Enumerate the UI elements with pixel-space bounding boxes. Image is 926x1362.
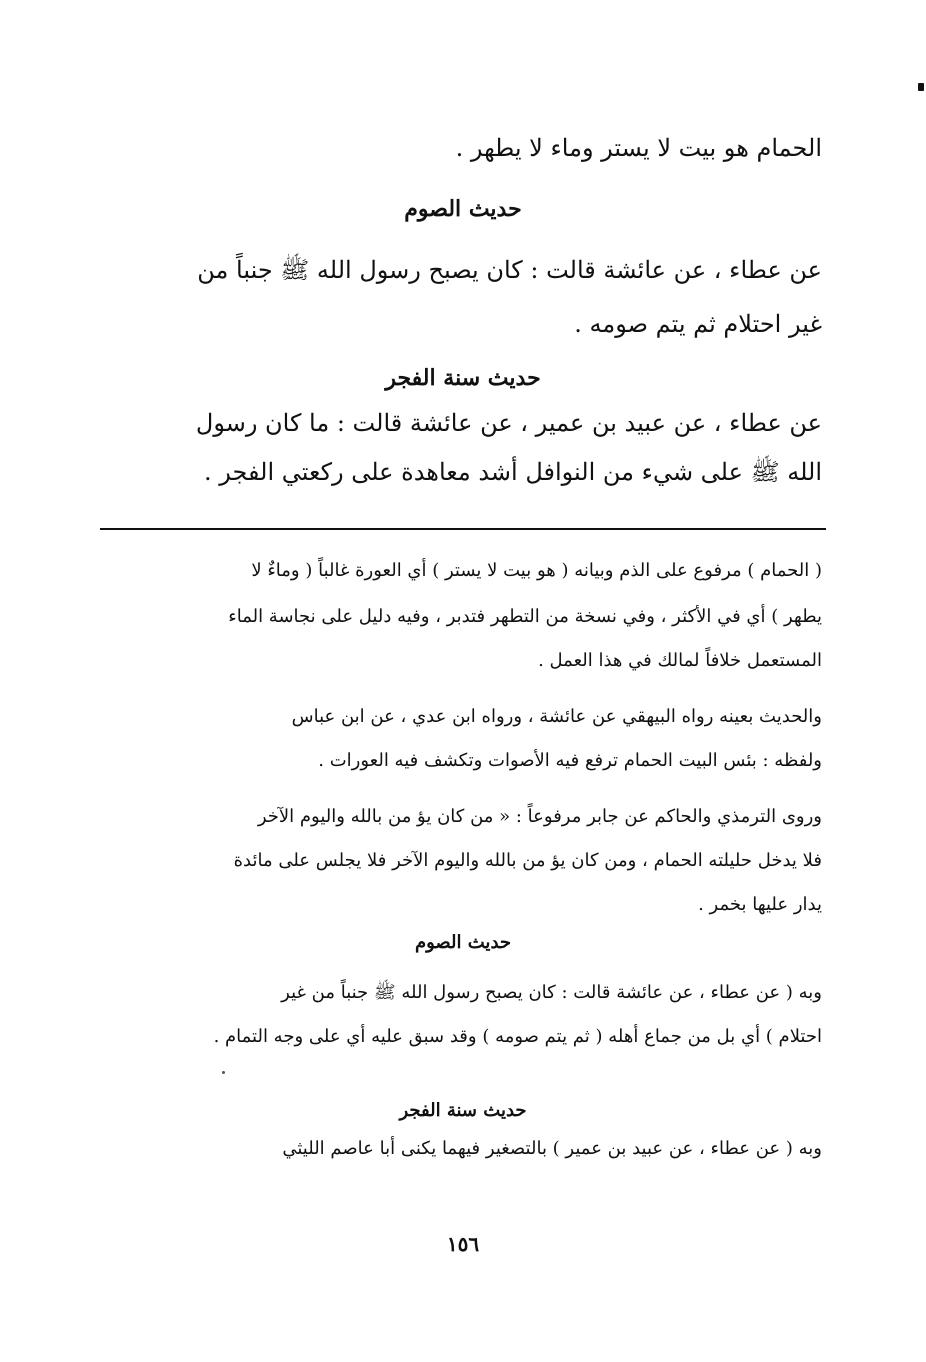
commentary-2-line-2: ولفظه : بئس البيت الحمام ترفع فيه الأصوات وتكشف فيه العورات . — [318, 750, 822, 771]
footnote-separator — [100, 528, 826, 530]
main-para-2-line-2: الله ﷺ على شيء من النوافل أشد معاهدة على ركعتي الفجر . — [204, 458, 822, 486]
commentary-3-line-3: يدار عليها بخمر . — [698, 894, 822, 915]
print-speck — [222, 1071, 225, 1074]
main-text-line-1: الحمام هو بيت لا يستر وماء لا يطهر . — [455, 134, 822, 162]
commentary-1-line-1: ( الحمام ) مرفوع على الذم وبيانه ( هو بيت لا يستر ) أي العورة غالباً ( وماءٌ لا — [251, 560, 822, 581]
commentary-heading-fasting: حديث الصوم — [414, 932, 512, 953]
commentary-3-line-2: فلا يدخل حليلته الحمام ، ومن كان يؤ من بالله واليوم الآخر فلا يجلس على مائدة — [233, 850, 822, 871]
commentary-5-line-1: وبه ( عن عطاء ، عن عبيد بن عمير ) بالتصغير فيهما يكنى أبا عاصم الليثي — [282, 1138, 822, 1159]
heading-fasting-hadith: حديث الصوم — [404, 196, 522, 222]
commentary-4-line-2: احتلام ) أي بل من جماع أهله ( ثم يتم صومه ) وقد سبق عليه أي على وجه التمام . — [213, 1026, 822, 1047]
commentary-1-line-3: المستعمل خلافاً لمالك في هذا العمل . — [538, 650, 822, 671]
commentary-heading-fajr: حديث سنة الفجر — [399, 1100, 527, 1121]
main-para-1-line-1: عن عطاء ، عن عائشة قالت : كان يصبح رسول الله ﷺ جنباً من — [197, 256, 822, 284]
commentary-4-line-1: وبه ( عن عطاء ، عن عائشة قالت : كان يصبح رسول الله ﷺ جنباً من غير — [281, 982, 822, 1003]
commentary-2-line-1: والحديث بعينه رواه البيهقي عن عائشة ، ورواه ابن عدي ، عن ابن عباس — [291, 706, 822, 727]
page-number: ١٥٦ — [446, 1232, 480, 1256]
margin-mark — [918, 83, 924, 91]
commentary-1-line-2: يطهر ) أي في الأكثر ، وفي نسخة من التطهر فتدبر ، وفيه دليل على نجاسة الماء — [228, 606, 822, 627]
commentary-3-line-1: وروى الترمذي والحاكم عن جابر مرفوعاً : « من كان يؤ من بالله واليوم الآخر — [257, 806, 822, 827]
main-para-1-line-2: غير احتلام ثم يتم صومه . — [574, 310, 822, 338]
main-para-2-line-1: عن عطاء ، عن عبيد بن عمير ، عن عائشة قالت : ما كان رسول — [195, 409, 822, 437]
heading-fajr-sunnah-hadith: حديث سنة الفجر — [385, 365, 541, 391]
